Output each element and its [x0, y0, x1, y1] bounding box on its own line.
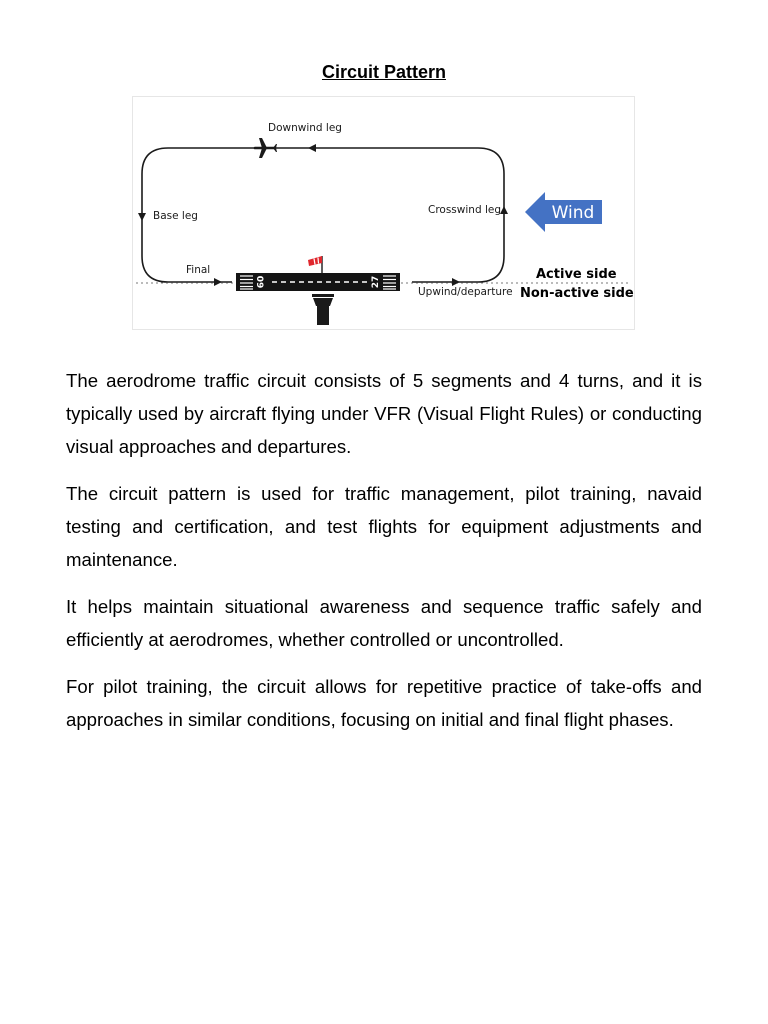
page-title: Circuit Pattern [321, 62, 447, 82]
active-side-label: Active side [536, 267, 617, 282]
runway [236, 273, 400, 291]
runway-number-right: 27 [371, 275, 381, 289]
paragraph: For pilot training, the circuit allows for repetitive practice of take-offs and approaches in similar conditions, focusing on initial and final flight phases. [66, 676, 702, 730]
non-active-side-label: Non-active side [520, 286, 634, 301]
paragraph: The circuit pattern is used for traffic management, pilot training, navaid testing and certification, and test flights for equipment adjustments and maintenance. [66, 483, 702, 570]
upwind-departure-label: Upwind/departure [418, 286, 513, 298]
runway-number-left: 09 [254, 275, 264, 289]
circuit-pattern-diagram [132, 96, 635, 330]
paragraph: The aerodrome traffic circuit consists of 5 segments and 4 turns, and it is typically used by aircraft flying under VFR (Visual Flight Rules) or conducting visual approaches and departures. [66, 370, 702, 457]
body-text [66, 364, 702, 750]
final-label: Final [186, 264, 211, 276]
crosswind-leg-label: Crosswind leg [428, 204, 501, 216]
downwind-leg-label: Downwind leg [268, 122, 342, 134]
paragraph: It helps maintain situational awareness and sequence traffic safely and efficiently at aerodromes, whether controlled or uncontrolled. [66, 596, 702, 650]
base-leg-label: Base leg [153, 210, 198, 222]
wind-label: Wind [551, 203, 595, 223]
